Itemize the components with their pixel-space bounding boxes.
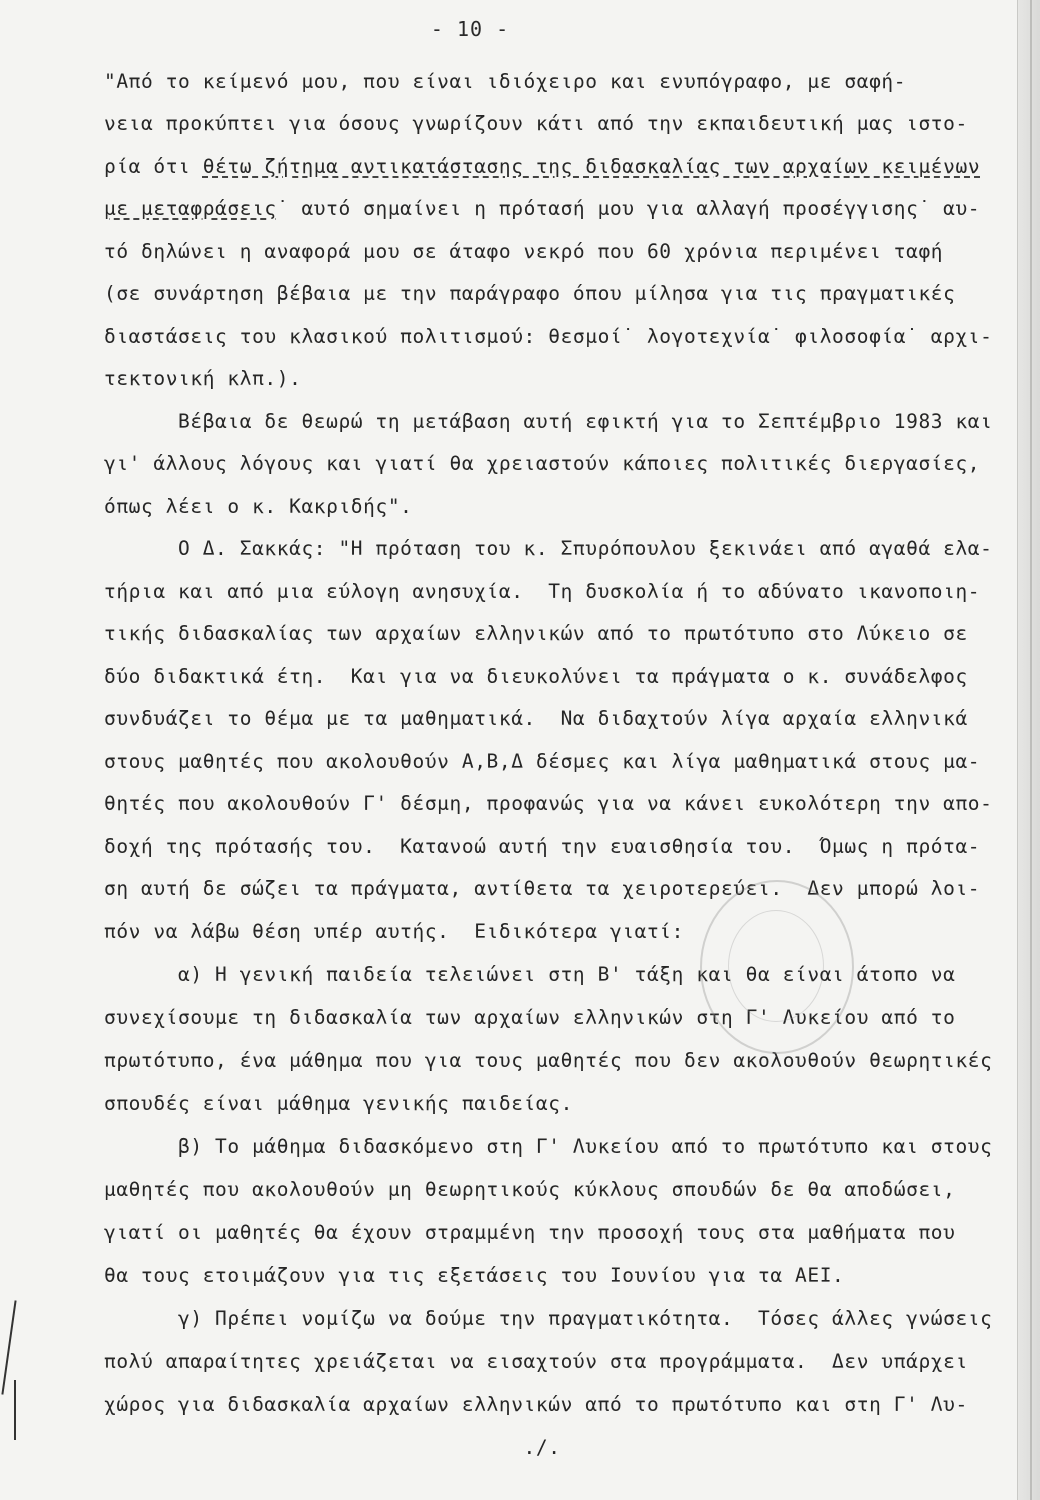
stamp-inner-ring: [728, 910, 824, 1022]
text-line: νεια προκύπτει για όσους γνωρίζουν κάτι από την εκπαιδευτική μας ιστο-: [104, 112, 968, 135]
text-line: πολύ απαραίτητες χρειάζεται να εισαχτούν στα προγράμματα. Δεν υπάρχει: [104, 1350, 968, 1373]
text-line: γ) Πρέπει νομίζω να δούμε την πραγματικότητα. Τόσες άλλες γνώσεις: [104, 1307, 993, 1330]
text-line: Ο Δ. Σακκάς: "Η πρόταση του κ. Σπυρόπουλου ξεκινάει από αγαθά ελα-: [104, 537, 993, 560]
text-line: συνεχίσουμε τη διδασκαλία των αρχαίων ελληνικών στη Γ' Λυκείου από το: [104, 1006, 956, 1029]
official-stamp-icon: [700, 880, 854, 1054]
text-line: τικής διδασκαλίας των αρχαίων ελληνικών από το πρωτότυπο στο Λύκειο σε: [104, 622, 968, 645]
text-line: α) Η γενική παιδεία τελειώνει στη Β' τάξη και θα είναι άτοπο να: [104, 963, 956, 986]
text-line: γι' άλλους λόγους και γιατί θα χρειαστούν κάποιες πολιτικές διεργασίες,: [104, 452, 981, 475]
text-line: σπουδές είναι μάθημα γενικής παιδείας.: [104, 1092, 573, 1115]
text-line: συνδυάζει το θέμα με τα μαθηματικά. Να διδαχτούν λίγα αρχαία ελληνικά: [104, 707, 968, 730]
text-line: πρωτότυπο, ένα μάθημα που για τους μαθητές που δεν ακολουθούν θεωρητικές: [104, 1049, 993, 1072]
underlined-phrase: με μεταφράσεις: [104, 197, 277, 220]
text-line: γιατί οι μαθητές θα έχουν στραμμένη την προσοχή τους στα μαθήματα που: [104, 1221, 956, 1244]
text-line: ση αυτή δε σώζει τα πράγματα, αντίθετα τα χειροτερεύει. Δεν μπορώ λοι-: [104, 877, 981, 900]
text-line: μαθητές που ακολουθούν μη θεωρητικούς κύκλους σπουδών δε θα αποδώσει,: [104, 1178, 956, 1201]
page-edge-line: [1030, 0, 1032, 1500]
text-line: διαστάσεις του κλασικού πολιτισμού: θεσμοί˙ λογοτεχνία˙ φιλοσοφία˙ αρχι-: [104, 325, 993, 348]
underlined-phrase: θέτω ζήτημα αντικατάστασης της διδασκαλίας των αρχαίων κειμένων: [202, 155, 981, 178]
page-edge: [1017, 0, 1040, 1500]
text-line: τό δηλώνει η αναφορά μου σε άταφο νεκρό που 60 χρόνια περιμένει ταφή: [104, 240, 944, 263]
text-line: όπως λέει ο κ. Κακριδής".: [104, 495, 413, 518]
text-line: με μεταφράσεις˙ αυτό σημαίνει η πρότασή μου για αλλαγή προσέγγισης˙ αυ-: [104, 197, 981, 220]
text-line: στους μαθητές που ακολουθούν Α,Β,Δ δέσμες και λίγα μαθηματικά στους μα-: [104, 750, 981, 773]
text-line: πόν να λάβω θέση υπέρ αυτής. Ειδικότερα γιατί:: [104, 920, 684, 943]
text-line: β) Το μάθημα διδασκόμενο στη Γ' Λυκείου από το πρωτότυπο και στους: [104, 1135, 993, 1158]
text-line: (σε συνάρτηση βέβαια με την παράγραφο όπου μίλησα για τις πραγματικές: [104, 282, 956, 305]
text-line: Βέβαια δε θεωρώ τη μετάβαση αυτή εφικτή για το Σεπτέμβριο 1983 και: [104, 410, 993, 433]
text-line: τεκτονική κλπ.).: [104, 367, 302, 390]
text-line: θα τους ετοιμάζουν για τις εξετάσεις του Ιουνίου για τα ΑΕΙ.: [104, 1264, 845, 1287]
text-line: τήρια και από μια εύλογη ανησυχία. Τη δυσκολία ή το αδύνατο ικανοποιη-: [104, 580, 981, 603]
text-line: χώρος για διδασκαλία αρχαίων ελληνικών από το πρωτότυπο και στη Γ' Λυ-: [104, 1393, 968, 1416]
page-number: - 10 -: [430, 17, 510, 41]
text-line: θητές που ακολουθούν Γ' δέσμη, προφανώς για να κάνει ευκολότερη την απο-: [104, 792, 993, 815]
text-line: "Από το κείμενό μου, που είναι ιδιόχειρο και ενυπόγραφο, με σαφή-: [104, 70, 907, 93]
text-line: δοχή της πρότασής του. Κατανοώ αυτή την ευαισθησία του. Όμως η πρότα-: [104, 835, 981, 858]
text-line: ./.: [104, 1436, 561, 1459]
text-line: δύο διδακτικά έτη. Και για να διευκολύνει τα πράγματα ο κ. συνάδελφος: [104, 665, 968, 688]
text-line: ρία ότι θέτω ζήτημα αντικατάστασης της διδασκαλίας των αρχαίων κειμένων: [104, 155, 981, 178]
handwritten-margin-mark: [14, 1380, 16, 1440]
